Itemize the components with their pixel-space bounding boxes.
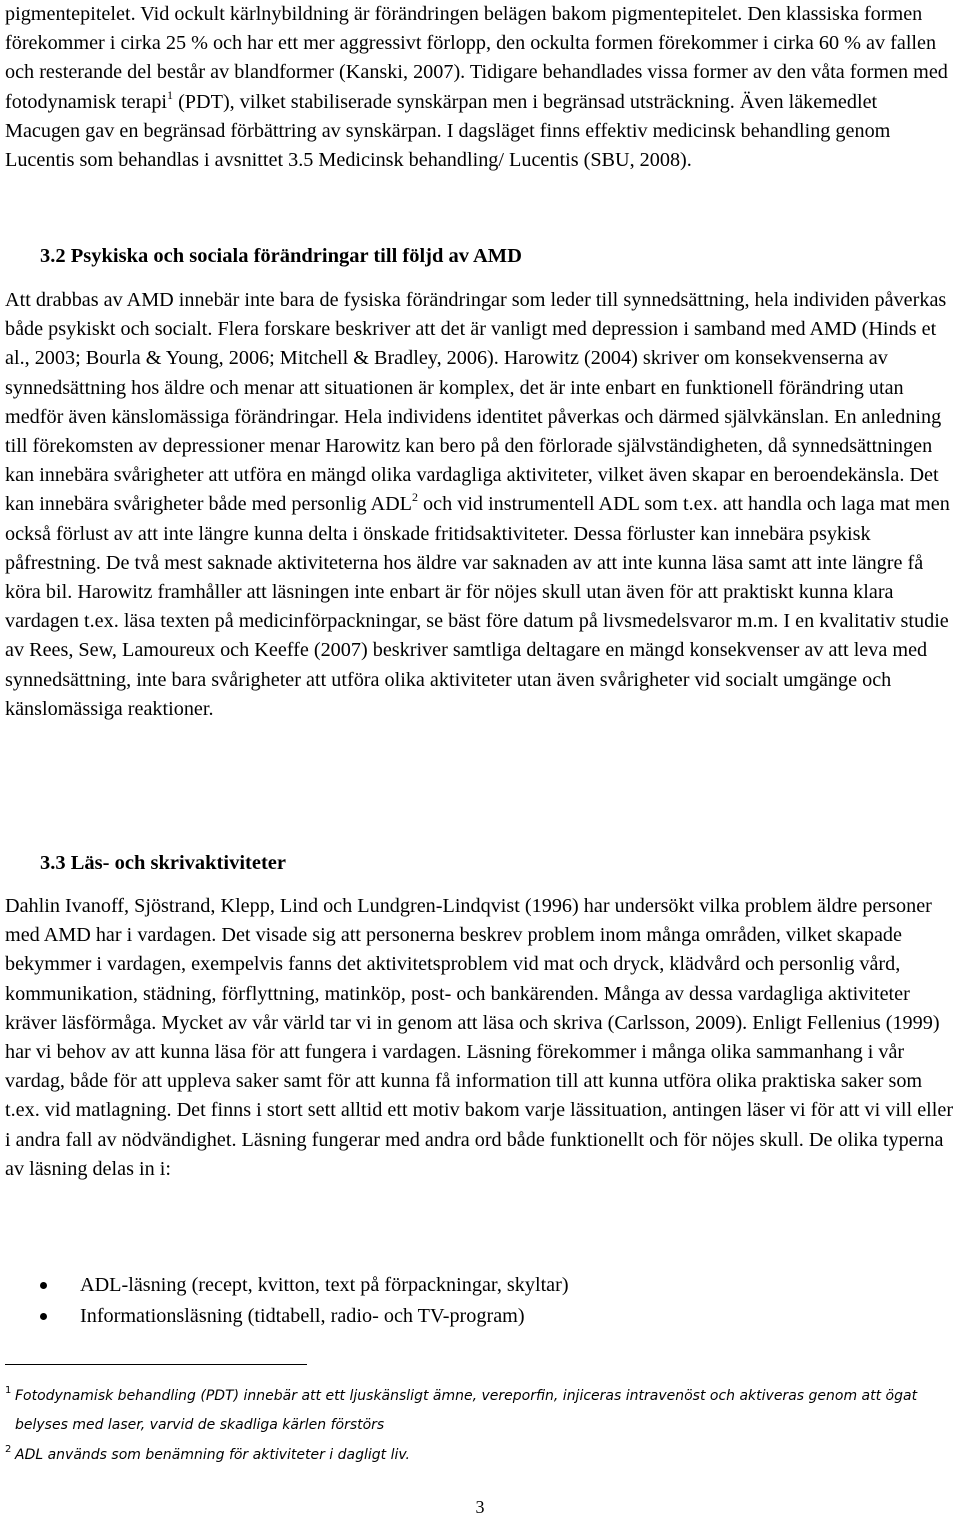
paragraph-text: pigmentepitelet. Vid ockult kärlnybildning är förändringen belägen bakom pigmentepitelet. Den klassiska formen förekommer i cirka 25 % och har ett mer aggressivt förlopp, den ockulta formen förekommer i cirka 60 % av fallen och resterande del består av blandformer (Kanski, 2007). Tidigare behandlades vissa former av den våta formen med fotodynamisk terapi [5, 3, 948, 113]
footnote-1 [5, 1382, 945, 1440]
footnote-ref-1[interactable]: 1 [167, 87, 174, 102]
list-item-text: Informationsläsning (tidtabell, radio- och TV-program) [80, 1305, 525, 1327]
bullet-icon [40, 1313, 47, 1320]
list-item-text: ADL-läsning (recept, kvitton, text på förpackningar, skyltar) [80, 1274, 569, 1296]
footnote-number: 2 [5, 1444, 12, 1455]
bullet-icon [40, 1282, 47, 1289]
footnote-text: ADL används som benämning för aktiviteter i dagligt liv. [15, 1447, 410, 1463]
page-number: 3 [475, 1497, 485, 1517]
section-heading-3-2: 3.2 Psykiska och sociala förändringar till följd av AMD [40, 245, 522, 267]
paragraph-psychosocial [5, 286, 957, 724]
footnote-number: 1 [5, 1385, 12, 1396]
paragraph-amd-forms [5, 0, 957, 175]
paragraph-reading-activities: Dahlin Ivanoff, Sjöstrand, Klepp, Lind och Lundgren-Lindqvist (1996) har undersökt vilka problem äldre personer med AMD har i vardagen. Det visade sig att personerna beskrev problem inom många områden, vilket skapade bekymmer i vardagen, exempelvis fanns det aktivitetsproblem vid mat och dryck, klädvård och personlig vård, kommunikation, städning, förflyttning, matinköp, post- och bankärenden. Många av dessa vardagliga aktiviteter kräver läsförmåga. Mycket av vår värld tar vi in genom att läsa och skriva (Carlsson, 2009). Enligt Fellenius (1999) har vi behov av att kunna läsa för att fungera i vardagen. Läsning förekommer i många olika sammanhang i vår vardag, både för att uppleva saker samt för att kunna få information till att kunna utföra olika praktiska saker som t.ex. vid matlagning. Det finns i stort sett alltid ett motiv bakom varje lässituation, antingen läser vi för att vi vill eller i andra fall av nödvändighet. Läsning fungerar med andra ord både funktionellt och för nöjes skull. De olika typerna av läsning delas in i: [5, 895, 954, 1180]
footnote-ref-2[interactable]: 2 [411, 490, 418, 505]
paragraph-text: Att drabbas av AMD innebär inte bara de fysiska förändringar som leder till synnedsättning, hela individen påverkas både psykiskt och socialt. Flera forskare beskriver att det är vanligt med depression i samband med AMD (Hinds et al., 2003; Bourla & Young, 2006; Mitchell & Bradley, 2006). Harowitz (2004) skriver om konsekvenserna av synnedsättning hos äldre och menar att situationen är komplex, det är inte enbart en funktionell förändring utan medför även känslomässiga förändringar. Hela individens identitet påverkas och därmed självkänslan. En anledning till förekomsten av depressioner menar Harowitz kan bero på den förlorade självständigheten, då synnedsättningen kan innebära svårigheter att utföra en mängd olika vardagliga aktiviteter, vilket även skapar en beroendekänsla. Det kan innebära svårigheter både med personlig ADL [5, 289, 947, 516]
paragraph-text: (PDT), vilket stabiliserade synskärpan men i begränsad utsträckning. Även läkemedlet Macugen gav en begränsad förbättring av synskärpan. I dagsläget finns effektiv medicinsk behandling genom Lucentis som behandlas i avsnittet 3.5 Medicinsk behandling/ Lucentis (SBU, 2008). [5, 90, 891, 172]
footnote-divider [5, 1364, 307, 1365]
footnote-text: Fotodynamisk behandling (PDT) innebär att ett ljuskänsligt ämne, vereporfin, injiceras intravenöst och aktiveras genom att ögat belyses med laser, varvid de skadliga kärlen förstörs [15, 1388, 918, 1433]
footnote-2 [5, 1441, 945, 1470]
section-heading-3-3: 3.3 Läs- och skrivaktiviteter [40, 852, 286, 874]
paragraph-text: och vid instrumentell ADL som t.ex. att handla och laga mat men också förlust av att inte längre kunna delta i önskade fritidsaktiviteter. Dessa förluster kan innebära psykisk påfrestning. De två mest saknade aktiviteterna hos äldre var saknaden av att inte kunna läsa samt att inte längre få köra bil. Harowitz framhåller att läsningen inte enbart är för nöjes skull utan även för att praktiskt kunna klara vardagen t.ex. läsa texten på medicinförpackningar, se bäst före datum på livsmedelsvaror m.m. I en kvalitativ studie av Rees, Sew, Lamoureux och Keeffe (2007) beskriver samtliga deltagare en mängd konsekvenser av att leva med synnedsättning, inte bara svårigheter att utföra olika aktiviteter utan även svårigheter vid socialt umgänge och känslomässiga reaktioner. [5, 493, 950, 720]
